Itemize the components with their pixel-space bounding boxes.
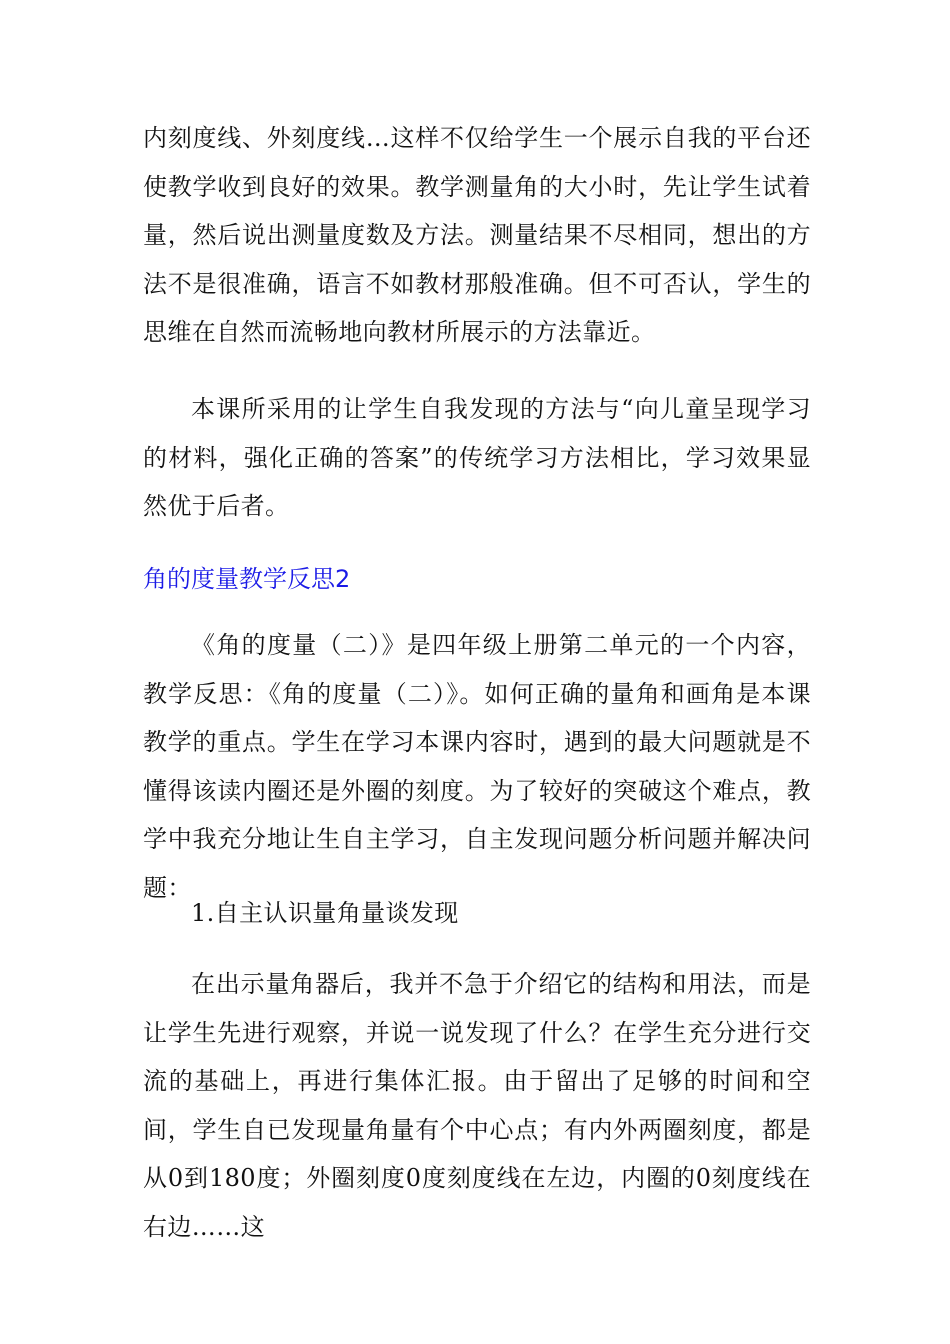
paragraph-continuation: 内刻度线、外刻度线…这样不仅给学生一个展示自我的平台还使教学收到良好的效果。教学测量角的大小时，先让学生试着量，然后说出测量度数及方法。测量结果不尽相同，想出的方法不是很准确，语言不如教材那般准确。但不可否认，学生的思维在自然而流畅地向教材所展示的方法靠近。 — [143, 124, 811, 346]
list-item-heading: 1.自主认识量角量谈发现 — [191, 899, 459, 927]
paragraph-observation: 在出示量角器后，我并不急于介绍它的结构和用法，而是让学生先进行观察，并说一说发现了什么？在学生充分进行交流的基础上，再进行集体汇报。由于留出了足够的时间和空间，学生自已发现量角量有个中心点；有内外两圈刻度，都是从0到180度；外圈刻度0度刻度线在左边，内圈的0刻度线在右边……这 — [143, 970, 811, 1241]
section-heading: 角的度量教学反思2 — [143, 565, 351, 593]
paragraph-comparison: 本课所采用的让学生自我发现的方法与“向儿童呈现学习的材料，强化正确的答案”的传统学习方法相比，学习效果显然优于后者。 — [143, 395, 811, 520]
paragraph-intro: 《角的度量（二）》是四年级上册第二单元的一个内容，教学反思：《角的度量（二）》。如何正确的量角和画角是本课教学的重点。学生在学习本课内容时，遇到的最大问题就是不懂得该读内圈还是外圈的刻度。为了较好的突破这个难点，教学中我充分地让生自主学习，自主发现问题分析问题并解决问题： — [143, 631, 811, 902]
